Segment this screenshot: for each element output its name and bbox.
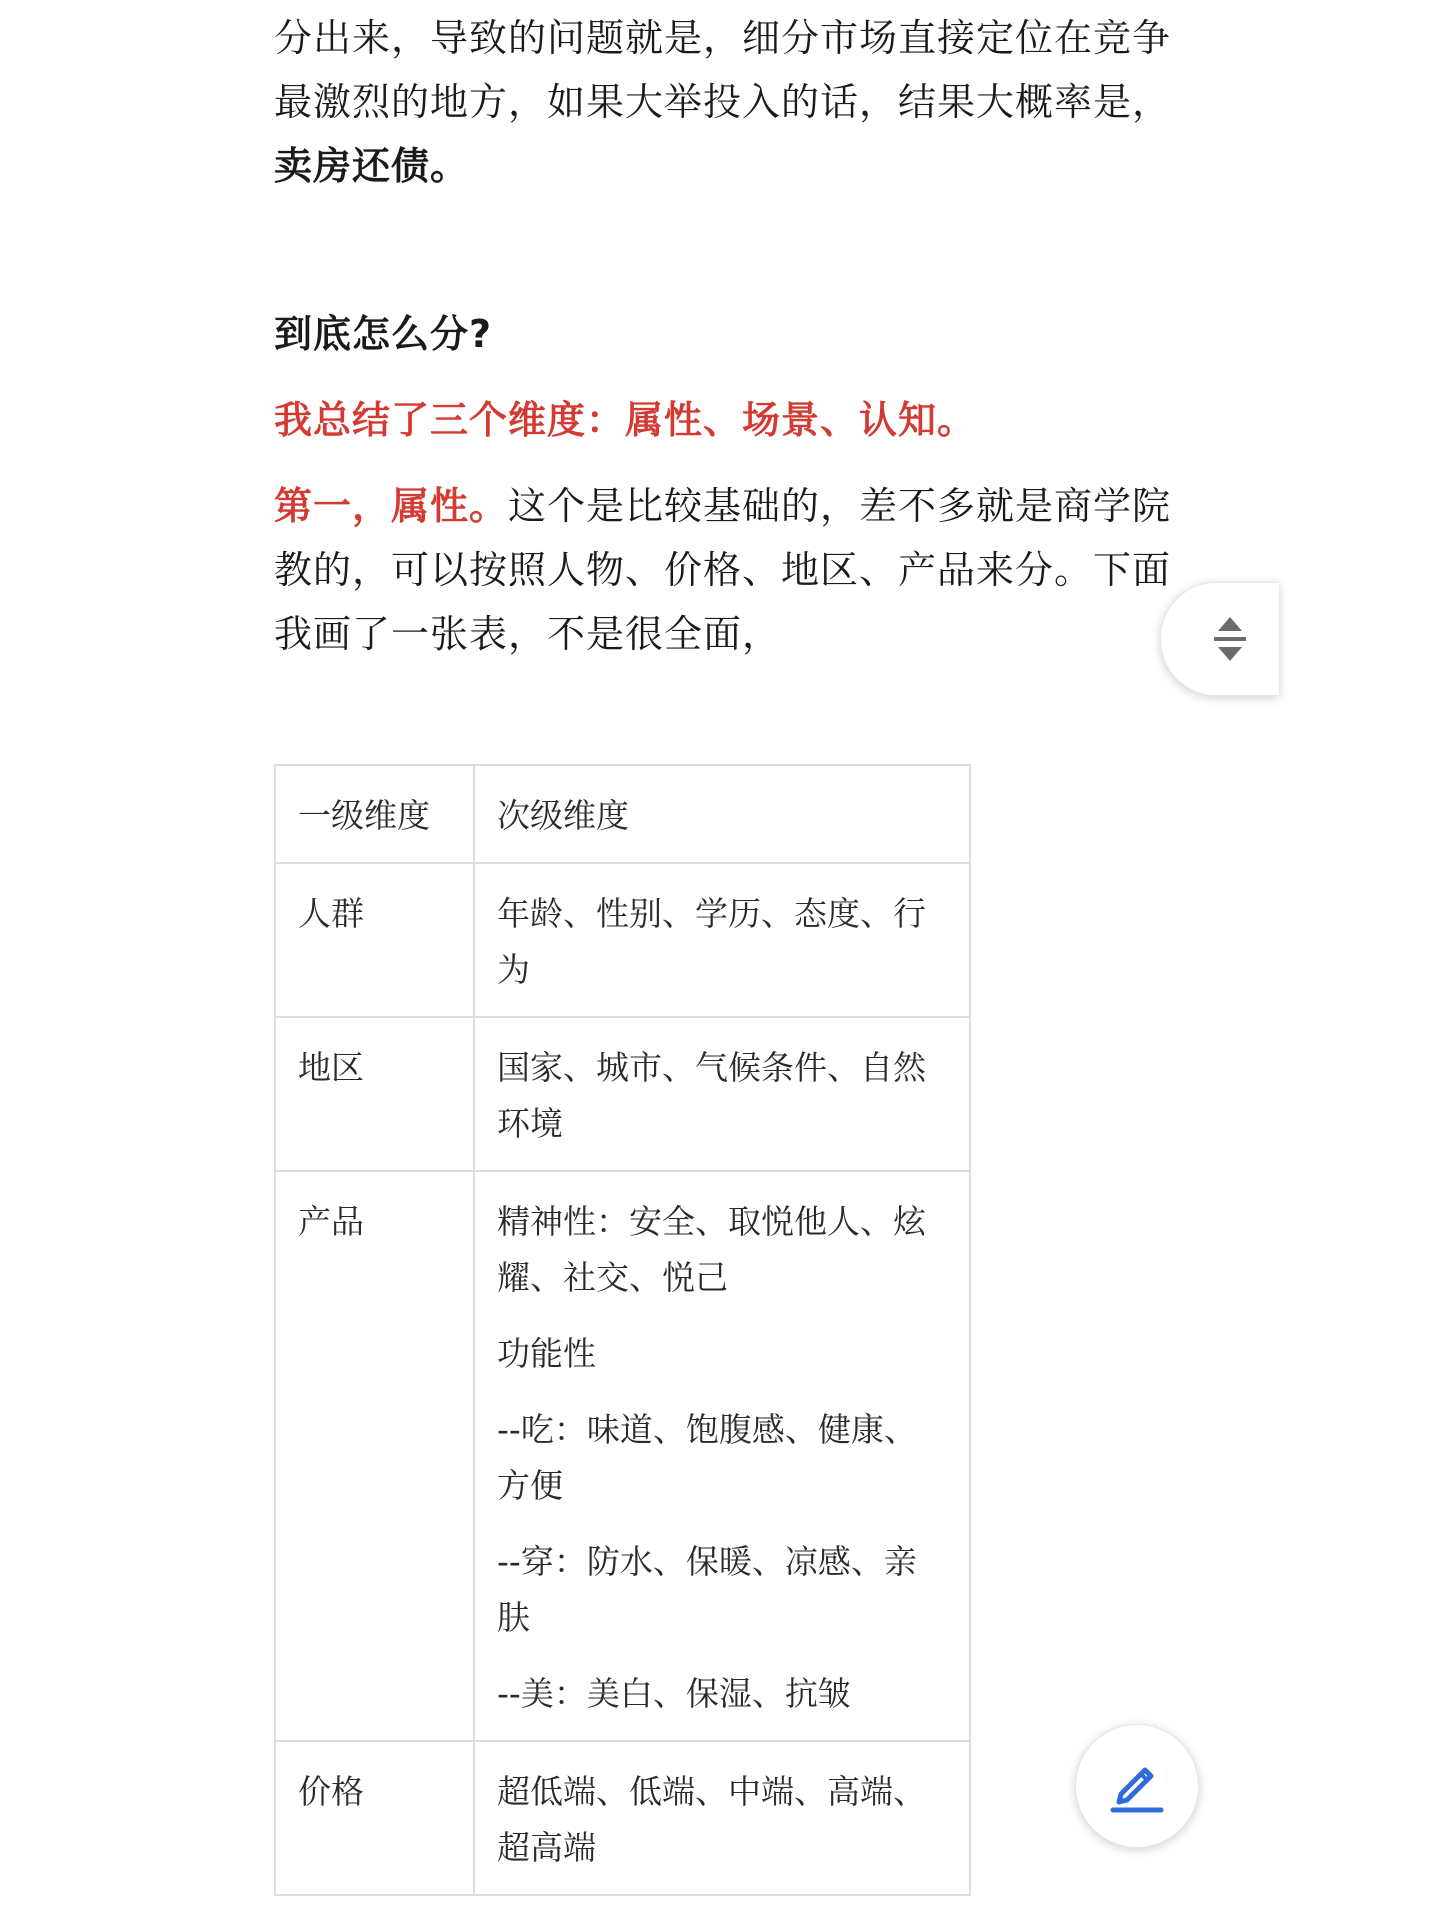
table-cell-dimension: 人群 bbox=[275, 863, 474, 1017]
detail-line: --吃：味道、饱腹感、健康、方便 bbox=[497, 1410, 917, 1505]
table-row bbox=[275, 1741, 970, 1895]
table-cell-dimension: 产品 bbox=[275, 1171, 474, 1741]
detail-line: 年龄、性别、学历、态度、行为 bbox=[497, 894, 926, 989]
table-header-row bbox=[275, 765, 970, 863]
paragraph-intro bbox=[274, 6, 1174, 198]
detail-line: --美：美白、保湿、抗皱 bbox=[497, 1674, 851, 1713]
paragraph-attribute bbox=[274, 474, 1174, 666]
paragraph-attribute-text: 这个是比较基础的，差不多就是商学院教的，可以按照人物、价格、地区、产品来分。下面我画了一张表，不是很全面， bbox=[274, 484, 1172, 656]
table-row bbox=[275, 1017, 970, 1171]
table-cell-dimension: 地区 bbox=[275, 1017, 474, 1171]
detail-line: 国家、城市、气候条件、自然环境 bbox=[497, 1048, 926, 1143]
table-cell-details bbox=[474, 863, 970, 1017]
detail-line: 精神性：安全、取悦他人、炫耀、社交、悦己 bbox=[497, 1202, 926, 1297]
dimension-table bbox=[274, 764, 971, 1896]
table-cell-details bbox=[474, 1017, 970, 1171]
section-heading: 到底怎么分? bbox=[274, 312, 493, 356]
table-cell-details bbox=[474, 1171, 970, 1741]
table-cell-dimension: 价格 bbox=[275, 1741, 474, 1895]
paragraph-intro-bold: 卖房还债。 bbox=[274, 144, 470, 188]
detail-line: --穿：防水、保暖、凉感、亲肤 bbox=[497, 1542, 917, 1637]
edit-button[interactable] bbox=[1075, 1724, 1199, 1848]
table-header-cell: 次级维度 bbox=[474, 765, 970, 863]
summary-line: 我总结了三个维度：属性、场景、认知。 bbox=[274, 398, 977, 442]
paragraph-intro-text: 分出来，导致的问题就是，细分市场直接定位在竞争最激烈的地方，如果大举投入的话，结果大概率是， bbox=[274, 16, 1172, 124]
table-row bbox=[275, 863, 970, 1017]
collapse-button[interactable] bbox=[1160, 582, 1279, 696]
table-header-cell: 一级维度 bbox=[275, 765, 474, 863]
pencil-icon bbox=[1107, 1754, 1167, 1814]
table-row bbox=[275, 1171, 970, 1741]
paragraph-attribute-lead: 第一，属性。 bbox=[274, 484, 509, 528]
collapse-expand-icon bbox=[1210, 615, 1250, 663]
article-body bbox=[274, 0, 1174, 666]
detail-line: 功能性 bbox=[497, 1334, 596, 1373]
detail-line: 超低端、低端、中端、高端、超高端 bbox=[497, 1772, 926, 1867]
table-cell-details bbox=[474, 1741, 970, 1895]
